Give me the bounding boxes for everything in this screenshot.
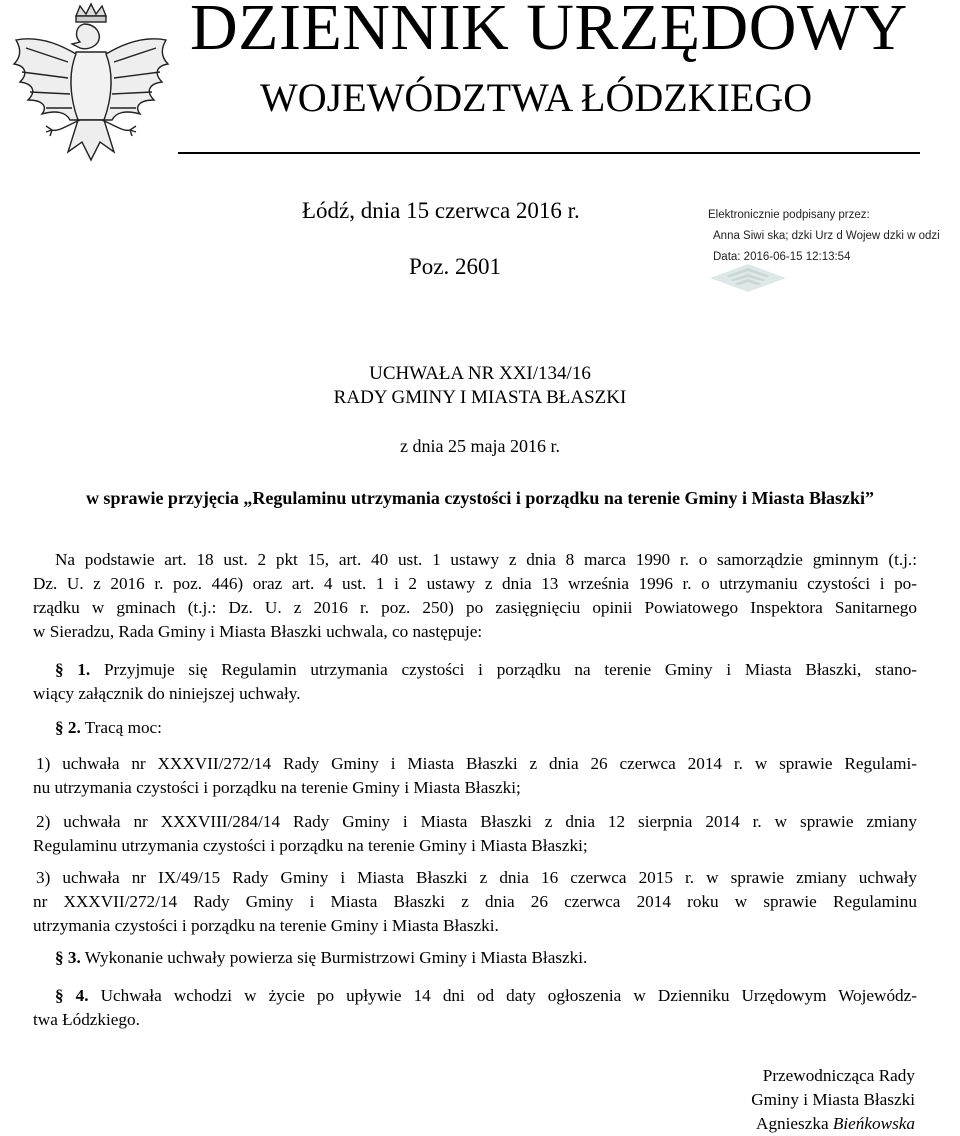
signatory-first-name: Agnieszka (756, 1114, 829, 1133)
section-text: Tracą moc: (84, 718, 162, 737)
signatory-role: Przewodnicząca Rady (762, 1066, 915, 1085)
signatory-block (751, 1064, 915, 1136)
polish-eagle-emblem-icon (6, 2, 176, 172)
place-date: Łódź, dnia 15 czerwca 2016 r. (302, 198, 580, 223)
section-2 (33, 716, 917, 740)
list-item-line: 2) uchwała nr XXXVIII/284/14 Rady Gminy i Miasta Błaszki z dnia 12 sierpnia 2014 r. w sprawie zmiany (36, 812, 917, 831)
e-signature-logo-icon (708, 258, 788, 294)
signatory-last-name: Bieńkowska (832, 1114, 915, 1133)
section-text: Wykonanie uchwały powierza się Burmistrzowi Gminy i Miasta Błaszki. (84, 948, 588, 967)
list-item-line: Regulaminu utrzymania czystości i porządku na terenie Gminy i Miasta Błaszki; (33, 836, 588, 855)
signature-line-signed-by: Elektronicznie podpisany przez: (708, 209, 870, 221)
list-item-line: utrzymania czystości i porządku na terenie Gminy i Miasta Błaszki. (33, 916, 499, 935)
list-item-line: 1) uchwała nr XXXVII/272/14 Rady Gminy i Miasta Błaszki z dnia 26 czerwca 2014 r. w sprawie Regulami- (36, 754, 917, 773)
section-text: Uchwała wchodzi w życie po upływie 14 dni od daty ogłoszenia w Dzienniku Urzędowym Wojewódz- (100, 986, 918, 1005)
section-text: wiący załącznik do niniejszej uchwały. (33, 684, 301, 703)
preamble (33, 548, 917, 644)
section-mark: § 4. (55, 986, 89, 1005)
journal-title: DZIENNIK URZĘDOWY (190, 0, 908, 64)
section-3 (33, 946, 917, 970)
position-number: Poz. 2601 (409, 254, 501, 279)
section-mark: § 1. (55, 660, 91, 679)
signature-line-signer: Anna Siwi ska; dzki Urz d Wojew dzki w odzi (713, 230, 940, 242)
resolution-date: z dnia 25 maja 2016 r. (400, 436, 560, 456)
list-item (33, 866, 917, 938)
resolution-issuer: RADY GMINY I MIASTA BŁASZKI (333, 387, 627, 408)
header-divider (178, 152, 920, 154)
journal-subtitle: WOJEWÓDZTWA ŁÓDZKIEGO (260, 75, 813, 120)
section-4 (33, 984, 917, 1032)
resolution-subject: w sprawie przyjęcia „Regulaminu utrzymania czystości i porządku na terenie Gminy i Miasta Błaszki” (85, 488, 875, 508)
resolution-number: UCHWAŁA NR XXI/134/16 (369, 363, 591, 384)
section-mark: § 2. (55, 718, 81, 737)
signature-line-date: Data: 2016-06-15 12:13:54 (713, 251, 851, 263)
signatory-name (751, 1112, 915, 1136)
signatory-body: Gminy i Miasta Błaszki (751, 1090, 915, 1109)
list-item (33, 752, 917, 800)
list-item-line: nr XXXVII/272/14 Rady Gminy i Miasta Błaszki z dnia 26 czerwca 2014 roku w sprawie Regulaminu (33, 892, 917, 911)
preamble-line: Na podstawie art. 18 ust. 2 pkt 15, art. 40 ust. 1 ustawy z dnia 8 marca 1990 r. o samorządzie gminnym (t.j.: (55, 550, 917, 569)
section-mark: § 3. (55, 948, 81, 967)
preamble-line: Dz. U. z 2016 r. poz. 446) oraz art. 4 ust. 1 i 2 ustawy z dnia 13 września 1996 r. o utrzymaniu czystości i po- (33, 574, 917, 593)
list-item-line: 3) uchwała nr IX/49/15 Rady Gminy i Miasta Błaszki z dnia 16 czerwca 2015 r. w sprawie zmiany uchwały (36, 868, 917, 887)
preamble-line: rządku w gminach (t.j.: Dz. U. z 2016 r. poz. 250) po zasięgnięciu opinii Powiatowego Inspektora Sanitarnego (33, 598, 917, 617)
section-1 (33, 658, 917, 706)
section-text: Przyjmuje się Regulamin utrzymania czystości i porządku na terenie Gminy i Miasta Błaszki, stano- (103, 660, 918, 679)
list-item-line: nu utrzymania czystości i porządku na terenie Gminy i Miasta Błaszki; (33, 778, 521, 797)
list-item (33, 810, 917, 858)
preamble-line: w Sieradzu, Rada Gminy i Miasta Błaszki uchwala, co następuje: (33, 622, 483, 641)
section-text: twa Łódzkiego. (33, 1010, 140, 1029)
